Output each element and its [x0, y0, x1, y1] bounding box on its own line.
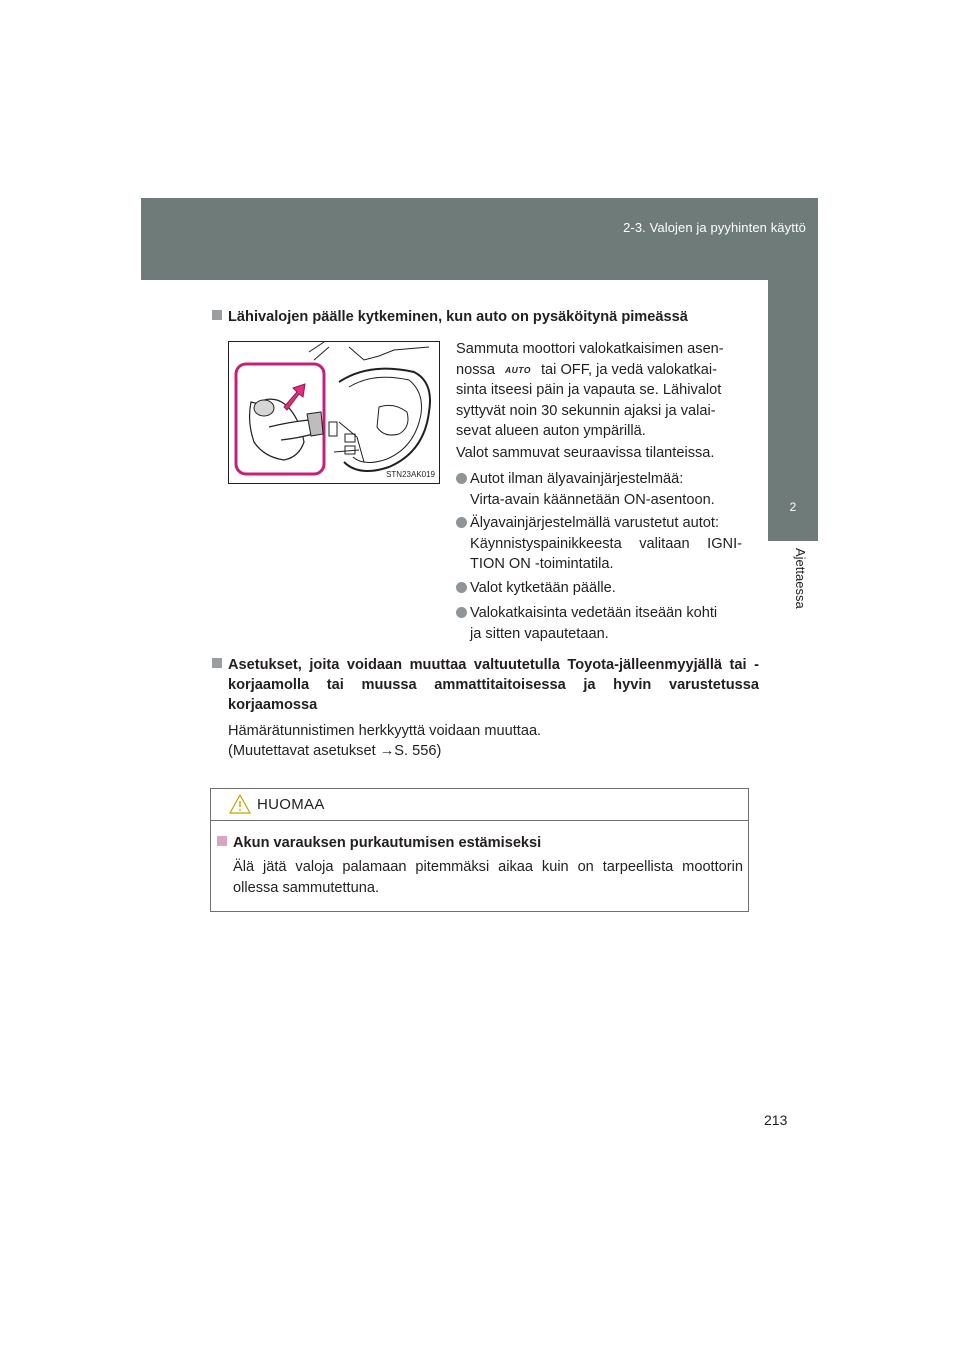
- headlight-switch-illustration: [228, 341, 440, 484]
- bullet-square-icon: [212, 310, 222, 320]
- section1-para2: Valot sammuvat seuraavissa tilanteissa.: [456, 445, 715, 461]
- section-header: [141, 198, 818, 280]
- section2-heading: [212, 655, 759, 715]
- chapter-label: Ajettaessa: [793, 548, 808, 609]
- section1-heading: [212, 307, 752, 327]
- section1-para1: Sammuta moottori valokatkaisimen asen- nossa AUTO tai OFF, ja vedä valokatkai- sinta itseesi päin ja vapauta se. Lähivalot syttyvät noin 30 sekunnin ajaksi ja valai- sevat alueen auton ympärillä.: [456, 341, 724, 439]
- bullet-3-line1: Valot kytketään päälle.: [470, 580, 616, 596]
- bullet-dot-icon: [456, 607, 467, 618]
- bullet-square-icon: [217, 836, 227, 846]
- bullet-item-2: [456, 513, 742, 575]
- bullet-dot-icon: [456, 473, 467, 484]
- notice-title: HUOMAA: [257, 796, 325, 813]
- section2-heading-text: Asetukset, joita voidaan muuttaa valtuutetulla Toyota-jälleenmyyjällä tai -korjaamolla tai muussa ammattitaitoisessa ja hyvin varustetussa korjaamossa: [228, 657, 759, 713]
- auto-light-icon: AUTO: [505, 364, 531, 375]
- bullet-4-line1: Valokatkaisinta vedetään itseään kohti: [470, 605, 718, 621]
- section1-heading-text: Lähivalojen päälle kytkeminen, kun auto on pysäköitynä pimeässä: [228, 309, 688, 325]
- chapter-tab-top: [768, 280, 818, 473]
- steering-wheel-illustration: [229, 342, 439, 483]
- bullet-item-1: [456, 469, 742, 510]
- section2-line2: (Muutettavat asetukset →S. 556): [228, 743, 442, 759]
- bullet-1-line2: Virta-avain käännetään ON-asentoon.: [470, 491, 715, 508]
- bullet-2-line1: Älyavainjärjestelmällä varustetut autot:: [470, 515, 720, 531]
- bullet-item-3: [456, 578, 742, 599]
- section-title: 2-3. Valojen ja pyyhinten käyttö: [623, 220, 806, 235]
- bullet-square-icon: [212, 658, 222, 668]
- figure-label: STN23AK019: [386, 470, 435, 479]
- notice-heading-text: Akun varauksen purkautumisen estämiseksi: [233, 835, 542, 851]
- notice-heading: [217, 833, 737, 853]
- warning-triangle-icon: [229, 794, 251, 814]
- chapter-number: 2: [768, 473, 818, 541]
- bullet-4-line2: ja sitten vapautetaan.: [470, 625, 609, 642]
- notice-header: [211, 789, 748, 821]
- page-number: 213: [764, 1112, 788, 1128]
- bullet-item-4: [456, 603, 742, 644]
- section2-line1: Hämärätunnistimen herkkyyttä voidaan muuttaa.: [228, 723, 542, 739]
- bullet-dot-icon: [456, 517, 467, 528]
- notice-box: [210, 788, 749, 912]
- bullet-dot-icon: [456, 582, 467, 593]
- bullet-1-line1: Autot ilman älyavainjärjestelmää:: [470, 471, 684, 487]
- notice-text: Älä jätä valoja palamaan pitemmäksi aikaa kuin on tarpeellista moottorin ollessa sammutettuna.: [233, 859, 743, 896]
- bullet-2-line2: Käynnistyspainikkeesta valitaan IGNI- TION ON -toimintatila.: [470, 535, 742, 572]
